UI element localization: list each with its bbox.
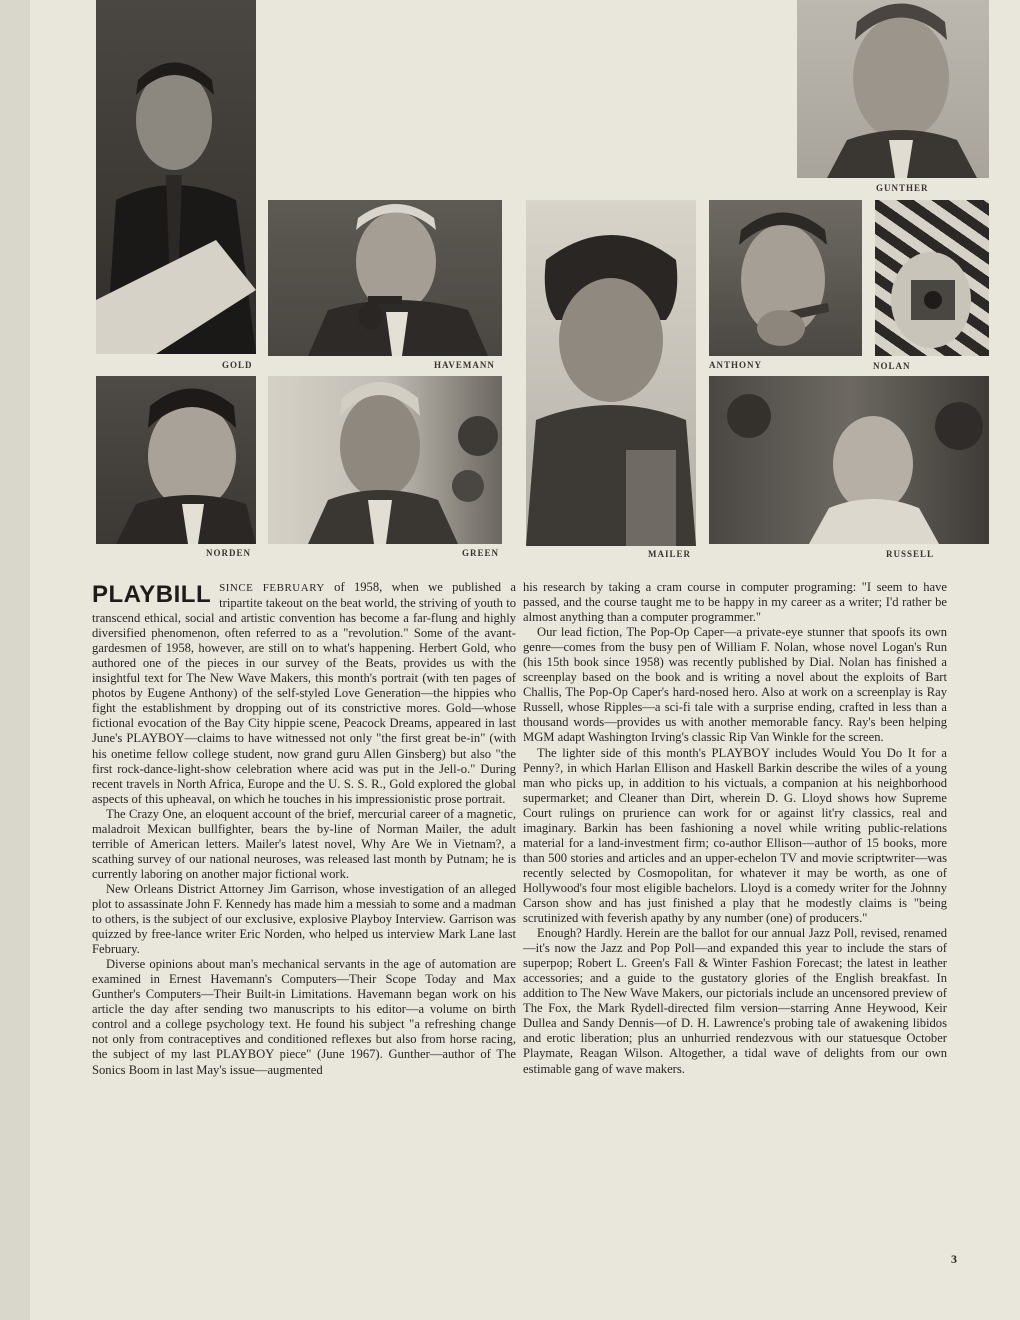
- photo-green: [268, 376, 502, 544]
- caption-anthony: ANTHONY: [709, 360, 763, 370]
- paragraph: Our lead fiction, The Pop-Op Caper—a private-eye stunner that spoofs its own genre—comes from the busy pen of William F. Nolan, whose novel Logan's Run (his 15th book since 1958) was recently published by Dial. Nolan has finished a screenplay based on the book and is writing a novel about the exploits of Bart Challis, The Pop-Op Caper's hard-nosed hero. Also at work on a screenplay is Ray Russell, whose Ripples—a sci-fi tale with a surprise ending, crafted in less than a thousand words—provides us with another memorable fancy. Ray's been helping MGM adapt Washington Irving's classic Rip Van Winkle for the screen.: [523, 625, 947, 745]
- caption-green: GREEN: [462, 548, 500, 558]
- photo-mailer: [526, 200, 696, 546]
- playbill-heading: PLAYBILL: [92, 581, 212, 608]
- photo-gold: [96, 0, 256, 354]
- paragraph: Diverse opinions about man's mechanical servants in the age of automation are examined in Ernest Havemann's Computers—Their Scope Today and Max Gunther's Computers—Their Built-in Limitations. Havemann began work on his article the day after sending two manuscripts to his editor—a volume on birth control and a college psychology text. He found his subject "a refreshing change not only from contraceptives and conditioned reflexes but also from horse racing, the subject of my last PLAYBOY piece" (June 1967). Gunther—author of The Sonics Boom in last May's issue—augmented: [92, 957, 516, 1077]
- caption-gold: GOLD: [222, 360, 253, 370]
- paragraph: his research by taking a cram course in computer programing: "I seem to have passed, and the course taught me to be happy in my career as a writer; I'd rather be almost anything than a computer programmer.": [523, 580, 947, 625]
- caption-havemann: HAVEMANN: [434, 360, 495, 370]
- paragraph: Enough? Hardly. Herein are the ballot for our annual Jazz Poll, revised, renamed—it's now the Jazz and Pop Poll—and expanded this year to include the stars of superpop; Robert L. Green's Fall & Winter Fashion Forecast; the latest in leather accessories; and a guide to the gustatory glories of the English breakfast. In addition to The New Wave Makers, our pictorials include an uncensored preview of The Fox, the Mark Rydell-directed film version—starring Anne Heywood, Keir Dullea and Sandy Dennis—of D. H. Lawrence's probing tale of awakening libidos and erotic liberation; plus an unhurried rendezvous with our statuesque October Playmate, Reagan Wilson. Altogether, a tidal wave of delights from our own estimable gang of wave makers.: [523, 926, 947, 1076]
- paragraph: New Orleans District Attorney Jim Garrison, whose investigation of an alleged plot to assassinate John F. Kennedy has made him a messiah to some and a madman to others, is the subject of our exclusive, explosive Playboy Interview. Garrison was quizzed by free-lance writer Eric Norden, who helped us interview Mark Lane last February.: [92, 881, 516, 957]
- photo-russell: [709, 376, 989, 544]
- right-column: [523, 580, 947, 1077]
- lead-caps: SINCE FEBRUARY: [219, 582, 325, 594]
- left-column: [92, 580, 516, 1078]
- page-edge: [0, 0, 30, 1320]
- photo-gunther: [797, 0, 989, 178]
- photo-norden: [96, 376, 256, 544]
- photo-anthony: [709, 200, 862, 356]
- photo-havemann: [268, 200, 502, 356]
- caption-mailer: MAILER: [648, 549, 692, 559]
- paragraph-text: of 1958, when we published a tripartite takeout on the beat world, the striving of youth to transcend ethical, social and artistic convention has become a far-flung and highly diversified phenomenon, often referred to as a "revolution." Some of the avant-gardesmen of 1958, however, are still on to what's happening. Herbert Gold, who authored one of the pieces in our survey of the Beats, provides us with the insightful text for The New Wave Makers, this month's portrait (with ten pages of photos by Eugene Anthony) of the self-styled Love Generation—the hippies who fight the establishment by dropping out of its constrictive mores. Gold—whose fictional evocation of the Bay City hippie scene, Peacock Dreams, appeared in last June's PLAYBOY—claims to have witnessed not only "the first great be-in" (with his onetime fellow college student, now grand guru Allen Ginsberg) but also "the first rock-dance-light-show celebration where acid was put in the Jell-o." During recent travels in North Africa, Europe and the U. S. S. R., Gold explored the global aspects of this upheaval, on which he touches in his impressionistic prose portrait.: [92, 580, 516, 806]
- caption-nolan: NOLAN: [873, 361, 911, 371]
- paragraph: The Crazy One, an eloquent account of the brief, mercurial career of a magnetic, maladroit Mexican bullfighter, bears the by-line of Norman Mailer, the adult terrible of American letters. Mailer's latest novel, Why Are We in Vietnam?, a scathing survey of our national neuroses, was released last month by Putnam; he is currently laboring on another major fictional work.: [92, 806, 516, 881]
- caption-russell: RUSSELL: [886, 549, 935, 559]
- paragraph: [92, 580, 516, 807]
- caption-gunther: GUNTHER: [876, 183, 929, 193]
- paragraph: The lighter side of this month's PLAYBOY includes Would You Do It for a Penny?, in which Harlan Ellison and Haskell Barkin describe the wiles of a young man who picks up, in addition to his victuals, a companion at his neighborhood supermarket; and Cleaner than Dirt, wherein D. G. Lloyd shows how Supreme Court rulings on prurience can work for or against lit'ry classics, real and imaginary. Barkin has been fashioning a novel while writing public-relations material for a land-investment firm; co-author Ellison—author of 15 books, more than 500 stories and articles and an upper-echelon TV and movie scriptwriter—was recently selected by Cosmopolitan, for whatever it may be worth, as one of Hollywood's four most eligible bachelors. Lloyd is a comedy writer for the Johnny Carson show and has just finished a play that he modestly claims is "being scrutinized with feverish apathy by any number (one) of producers.": [523, 745, 947, 926]
- page-number: 3: [951, 1252, 957, 1266]
- caption-norden: NORDEN: [206, 548, 252, 558]
- photo-nolan: [875, 200, 989, 356]
